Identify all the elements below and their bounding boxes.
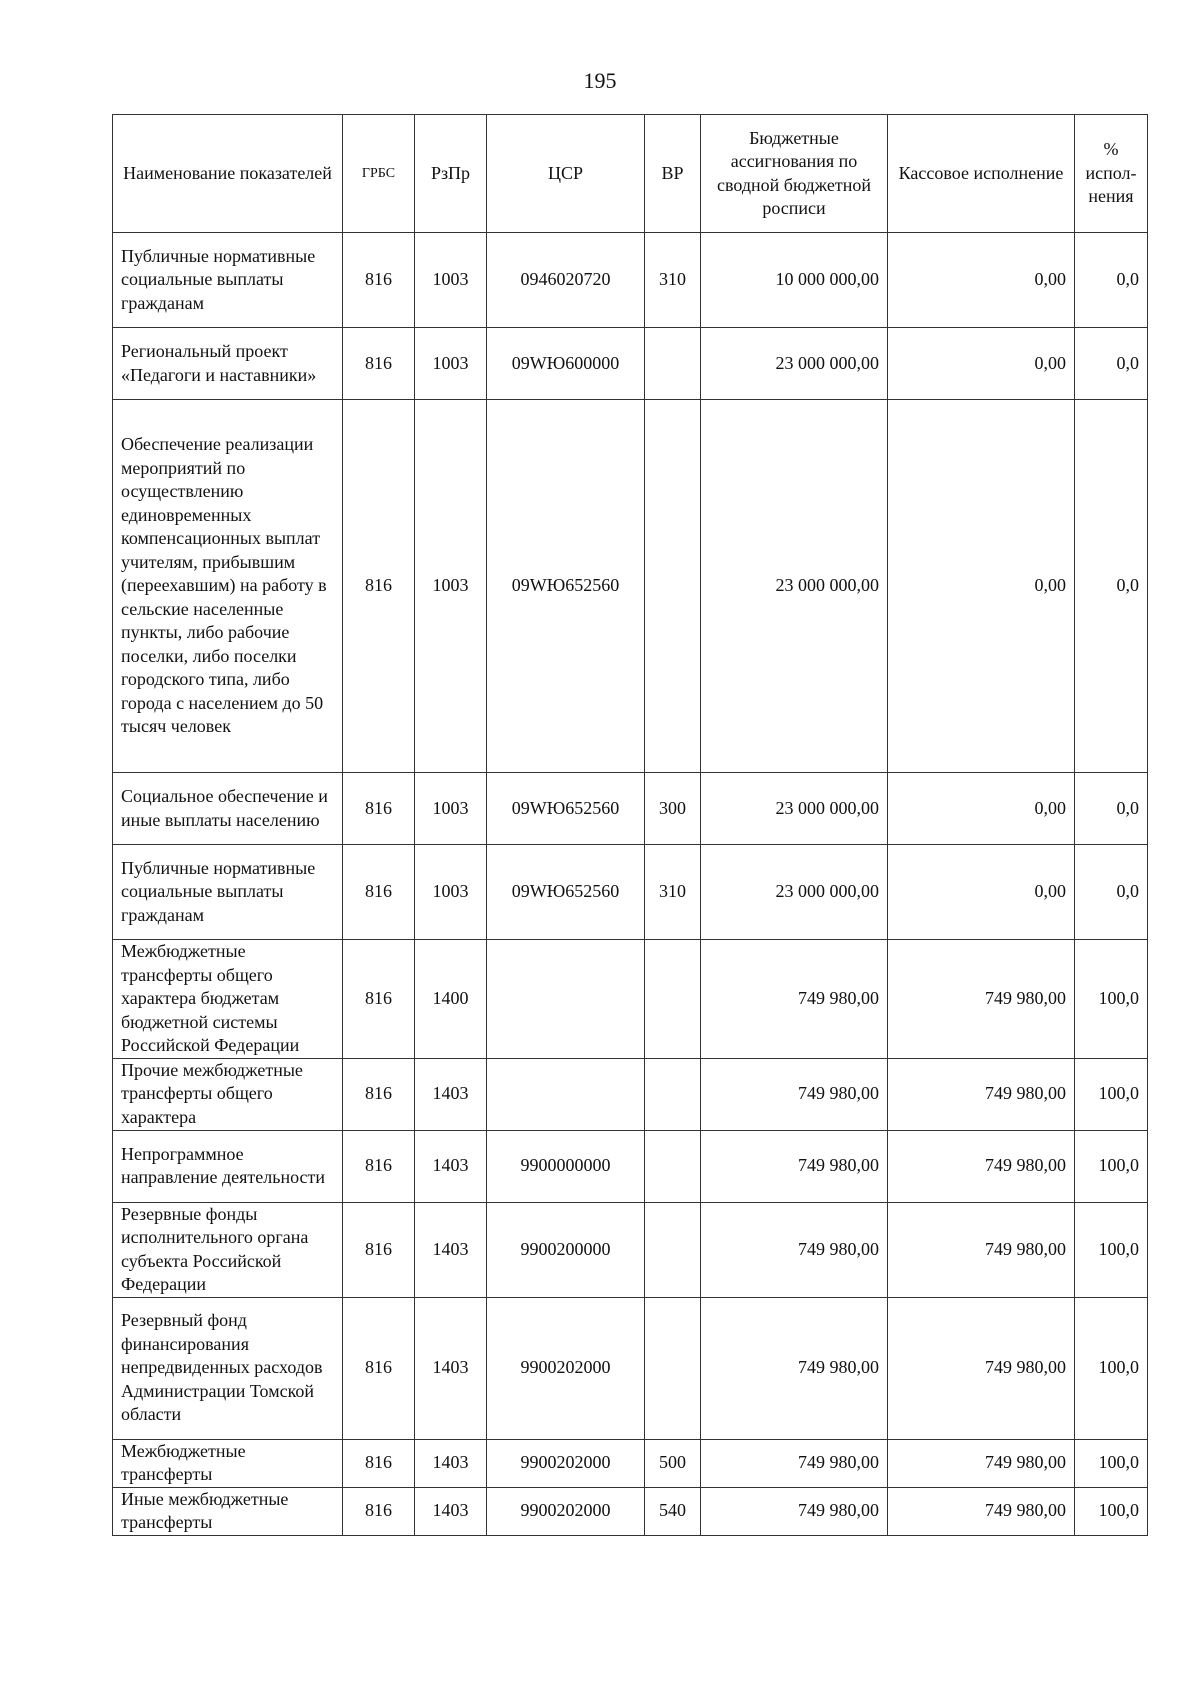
header-cash-execution: Кассовое исполнение [888, 115, 1075, 233]
cell-cash-execution: 0,00 [888, 773, 1075, 845]
cell-cash-execution: 749 980,00 [888, 1487, 1075, 1535]
cell-name: Межбюджетные трансферты [113, 1439, 343, 1487]
cell-vr [645, 1202, 701, 1297]
cell-cash-execution: 749 980,00 [888, 940, 1075, 1059]
cell-rzpr: 1003 [415, 328, 487, 400]
cell-vr [645, 400, 701, 773]
cell-assignments: 749 980,00 [701, 1439, 888, 1487]
cell-name: Непрограммное направление деятельности [113, 1130, 343, 1202]
table-row [113, 400, 1148, 773]
table-body [113, 233, 1148, 1536]
cell-vr: 540 [645, 1487, 701, 1535]
cell-rzpr: 1003 [415, 233, 487, 328]
cell-csr [487, 1058, 645, 1130]
table-row [113, 940, 1148, 1059]
cell-assignments: 749 980,00 [701, 940, 888, 1059]
cell-grbs: 816 [343, 1202, 415, 1297]
header-csr: ЦСР [487, 115, 645, 233]
cell-name: Обеспечение реализации мероприятий по осуществлению единовременных компенсационных выплат учителям, прибывшим (переехавшим) на работу в сельские населенные пункты, либо рабочие поселки, либо поселки городского типа, либо города с населением до 50 тысяч человек [113, 400, 343, 773]
cell-percent-execution: 0,0 [1075, 233, 1148, 328]
cell-vr [645, 940, 701, 1059]
cell-csr: 9900000000 [487, 1130, 645, 1202]
cell-rzpr: 1003 [415, 773, 487, 845]
cell-rzpr: 1403 [415, 1297, 487, 1439]
cell-assignments: 23 000 000,00 [701, 773, 888, 845]
cell-csr: 09WЮ600000 [487, 328, 645, 400]
cell-cash-execution: 0,00 [888, 328, 1075, 400]
cell-assignments: 23 000 000,00 [701, 328, 888, 400]
table-row [113, 1202, 1148, 1297]
cell-percent-execution: 100,0 [1075, 1058, 1148, 1130]
cell-percent-execution: 0,0 [1075, 845, 1148, 940]
cell-name: Резервный фонд финансирования непредвиденных расходов Администрации Томской области [113, 1297, 343, 1439]
cell-grbs: 816 [343, 233, 415, 328]
header-grbs: ГРБС [343, 115, 415, 233]
table-header [113, 115, 1148, 233]
cell-percent-execution: 100,0 [1075, 1487, 1148, 1535]
cell-grbs: 816 [343, 328, 415, 400]
cell-rzpr: 1403 [415, 1487, 487, 1535]
cell-csr: 09WЮ652560 [487, 400, 645, 773]
cell-csr: 9900202000 [487, 1487, 645, 1535]
cell-cash-execution: 0,00 [888, 400, 1075, 773]
cell-assignments: 23 000 000,00 [701, 400, 888, 773]
cell-vr: 310 [645, 233, 701, 328]
page-number: 195 [583, 68, 617, 93]
cell-rzpr: 1403 [415, 1202, 487, 1297]
cell-rzpr: 1403 [415, 1439, 487, 1487]
cell-grbs: 816 [343, 1439, 415, 1487]
cell-csr: 09WЮ652560 [487, 845, 645, 940]
cell-csr: 9900202000 [487, 1439, 645, 1487]
cell-name: Прочие межбюджетные трансферты общего характера [113, 1058, 343, 1130]
table-row [113, 1058, 1148, 1130]
cell-percent-execution: 0,0 [1075, 400, 1148, 773]
cell-rzpr: 1403 [415, 1058, 487, 1130]
cell-name: Резервные фонды исполнительного органа субъекта Российской Федерации [113, 1202, 343, 1297]
cell-vr: 310 [645, 845, 701, 940]
cell-vr: 500 [645, 1439, 701, 1487]
cell-csr: 09WЮ652560 [487, 773, 645, 845]
table-row [113, 1487, 1148, 1535]
cell-csr: 9900200000 [487, 1202, 645, 1297]
cell-percent-execution: 100,0 [1075, 1297, 1148, 1439]
cell-grbs: 816 [343, 1487, 415, 1535]
cell-grbs: 816 [343, 940, 415, 1059]
cell-assignments: 749 980,00 [701, 1130, 888, 1202]
cell-csr: 0946020720 [487, 233, 645, 328]
header-name: Наименование показателей [113, 115, 343, 233]
cell-percent-execution: 100,0 [1075, 1202, 1148, 1297]
table-row [113, 845, 1148, 940]
cell-vr [645, 1130, 701, 1202]
cell-cash-execution: 0,00 [888, 845, 1075, 940]
cell-grbs: 816 [343, 1297, 415, 1439]
table-row [113, 1297, 1148, 1439]
cell-name: Межбюджетные трансферты общего характера бюджетам бюджетной системы Российской Федерации [113, 940, 343, 1059]
cell-vr [645, 1297, 701, 1439]
cell-percent-execution: 100,0 [1075, 1130, 1148, 1202]
cell-csr [487, 940, 645, 1059]
cell-assignments: 23 000 000,00 [701, 845, 888, 940]
cell-vr [645, 328, 701, 400]
cell-percent-execution: 100,0 [1075, 1439, 1148, 1487]
cell-cash-execution: 749 980,00 [888, 1058, 1075, 1130]
cell-name: Социальное обеспечение и иные выплаты населению [113, 773, 343, 845]
cell-cash-execution: 749 980,00 [888, 1130, 1075, 1202]
budget-table [112, 114, 1148, 1536]
cell-name: Региональный проект «Педагоги и наставники» [113, 328, 343, 400]
cell-grbs: 816 [343, 400, 415, 773]
cell-assignments: 749 980,00 [701, 1297, 888, 1439]
table-row [113, 1439, 1148, 1487]
cell-vr: 300 [645, 773, 701, 845]
cell-cash-execution: 0,00 [888, 233, 1075, 328]
cell-vr [645, 1058, 701, 1130]
cell-name: Публичные нормативные социальные выплаты гражданам [113, 845, 343, 940]
header-assignments: Бюджетные ассигнования по сводной бюджетной росписи [701, 115, 888, 233]
cell-percent-execution: 100,0 [1075, 940, 1148, 1059]
table-row [113, 1130, 1148, 1202]
header-percent-execution: % испол-нения [1075, 115, 1148, 233]
cell-percent-execution: 0,0 [1075, 773, 1148, 845]
cell-cash-execution: 749 980,00 [888, 1202, 1075, 1297]
cell-name: Иные межбюджетные трансферты [113, 1487, 343, 1535]
cell-rzpr: 1003 [415, 845, 487, 940]
cell-grbs: 816 [343, 1058, 415, 1130]
table-row [113, 328, 1148, 400]
cell-assignments: 749 980,00 [701, 1058, 888, 1130]
cell-assignments: 10 000 000,00 [701, 233, 888, 328]
cell-grbs: 816 [343, 773, 415, 845]
header-rzpr: РзПр [415, 115, 487, 233]
table-row [113, 773, 1148, 845]
cell-assignments: 749 980,00 [701, 1202, 888, 1297]
cell-cash-execution: 749 980,00 [888, 1297, 1075, 1439]
cell-grbs: 816 [343, 1130, 415, 1202]
cell-rzpr: 1403 [415, 1130, 487, 1202]
cell-grbs: 816 [343, 845, 415, 940]
cell-rzpr: 1003 [415, 400, 487, 773]
header-vr: ВР [645, 115, 701, 233]
cell-percent-execution: 0,0 [1075, 328, 1148, 400]
cell-assignments: 749 980,00 [701, 1487, 888, 1535]
table-row [113, 233, 1148, 328]
cell-csr: 9900202000 [487, 1297, 645, 1439]
cell-cash-execution: 749 980,00 [888, 1439, 1075, 1487]
cell-rzpr: 1400 [415, 940, 487, 1059]
cell-name: Публичные нормативные социальные выплаты гражданам [113, 233, 343, 328]
